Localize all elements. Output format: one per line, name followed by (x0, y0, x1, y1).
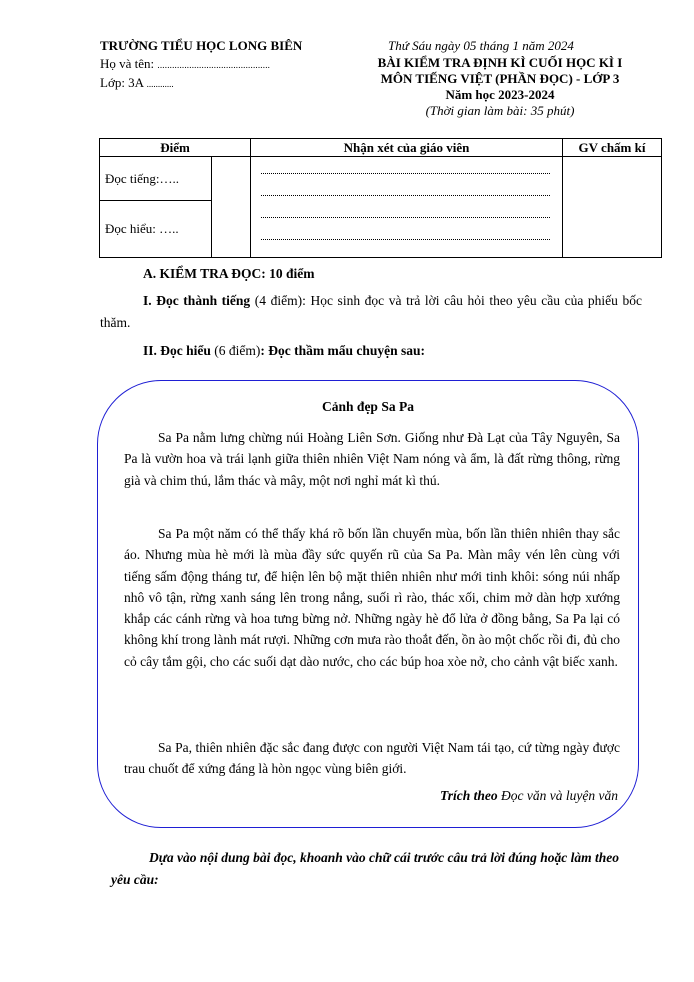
name-dots: .............................................. (157, 60, 271, 70)
passage-paragraph-3: Sa Pa, thiên nhiên đặc sắc đang được con người Việt Nam tái tạo, cứ từng ngày được trau chuốt để xứng đáng là hòn ngọc vùng biên giới. (124, 740, 620, 777)
section-i-heading: I. Đọc thành tiếng (143, 293, 251, 308)
section-i-text: : Học sinh đọc và trả lời câu hỏi theo yêu cầu của phiếu bốc thăm. (100, 293, 643, 330)
comment-line (261, 239, 550, 240)
comment-header: Nhận xét của giáo viên (251, 139, 563, 157)
exam-subject: MÔN TIẾNG VIỆT (PHẦN ĐỌC) - LỚP 3 (380, 71, 620, 86)
school-name: TRƯỜNG TIỂU HỌC LONG BIÊN (100, 38, 303, 53)
source-prefix: Trích theo (440, 788, 498, 803)
reading-aloud-score: Đọc tiếng:….. (100, 157, 212, 201)
reading-comprehension-score: Đọc hiểu: ….. (100, 201, 212, 258)
signature-header: GV chấm kí (563, 139, 662, 157)
score-header: Điểm (100, 139, 251, 157)
score-table (99, 138, 662, 258)
passage-title: Cảnh đẹp Sa Pa (322, 399, 414, 414)
score-blank-cell (212, 157, 251, 258)
section-i (100, 290, 642, 334)
class-line (100, 75, 174, 91)
question-instruction: Dựa vào nội dung bài đọc, khoanh vào chữ cái trước câu trả lời đúng hoặc làm theo yêu cầu: (111, 850, 620, 887)
signature-cell (563, 157, 662, 258)
exam-title: BÀI KIỂM TRA ĐỊNH KÌ CUỐI HỌC KÌ I (377, 55, 623, 70)
passage-source (440, 788, 618, 804)
student-name-line (100, 56, 270, 72)
exam-title-block (350, 55, 650, 119)
comment-cell (251, 157, 563, 258)
exam-date: Thứ Sáu ngày 05 tháng 1 năm 2024 (388, 38, 574, 53)
name-label: Họ và tên: (100, 56, 155, 71)
class-dots: ............ (146, 79, 174, 89)
section-a-heading: A. KIỂM TRA ĐỌC: 10 điểm (143, 266, 315, 281)
source-book: Đọc văn và luyện văn (497, 788, 618, 803)
passage-paragraph-2: Sa Pa một năm có thể thấy khá rõ bốn lần chuyển mùa, bốn lần thiên nhiên thay sắc áo. Nhưng mùa hè mới là mùa đầy sức quyến rũ của Sa Pa. Màn mây vén lên cùng với tiếng sấm động tháng tư, để hiện lên bộ mặt thiên nhiên như mới tinh khôi: sóng núi nhấp nhô vô tận, rừng xanh sáng lên trong nắng, suối rì rào, thác xối, chim mở dàn hợp xướng khắp các cánh rừng và hoa tưng bừng nở. Những ngày hè đổ lửa ở đồng bằng, Sa Pa lại có không khí trong lành mát rượi. Những cơn mưa rào thoắt đến, ồn ào một chốc rồi đi, đủ cho cỏ cây tắm gội, cho các suối dạt dào nước, cho các búp hoa xòe nở, cho cảnh vật biếc xanh. (124, 526, 620, 669)
section-i-points: (4 điểm) (250, 293, 303, 308)
class-label: Lớp: 3A (100, 75, 144, 90)
passage-paragraph-1: Sa Pa nằm lưng chừng núi Hoàng Liên Sơn. Giống như Đà Lạt của Tây Nguyên, Sa Pa là vườn hoa và trái lạnh giữa thiên nhiên Việt Nam nóng và ẩm, là đất rừng thông, rừng già và chim thú, lắm thác và mây, một nơi nghỉ mát kì thú. (124, 430, 620, 488)
section-ii-points: (6 điểm) (210, 343, 261, 358)
exam-duration: (Thời gian làm bài: 35 phút) (425, 103, 575, 118)
section-ii-text: : Đọc thầm mẩu chuyện sau: (260, 343, 426, 358)
school-year: Năm học 2023-2024 (445, 87, 555, 102)
section-ii (143, 340, 425, 362)
section-ii-heading: II. Đọc hiểu (143, 343, 211, 358)
